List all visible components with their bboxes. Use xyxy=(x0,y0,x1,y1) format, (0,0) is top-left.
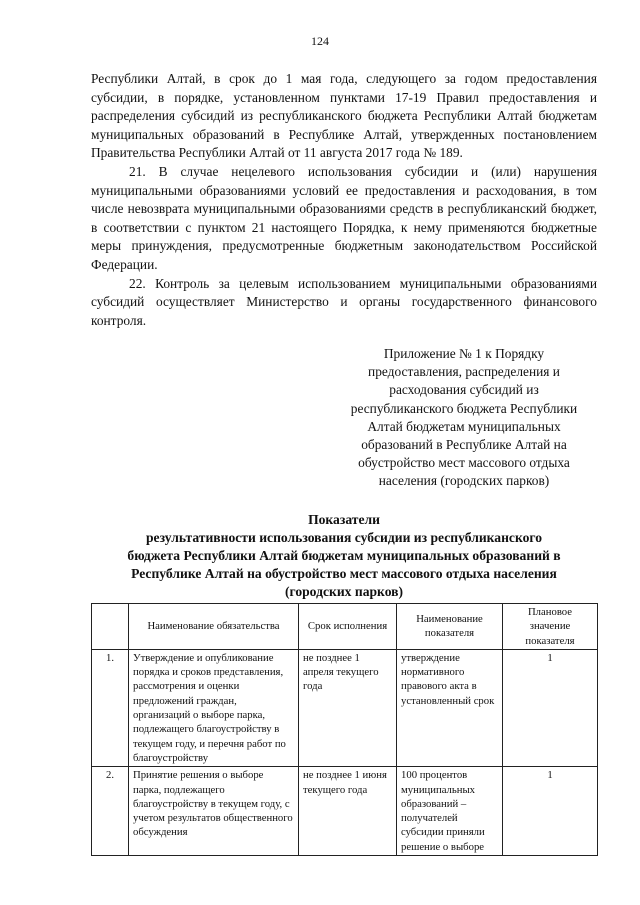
heading-line: бюджета Республики Алтай бюджетам муниципальных образований в xyxy=(127,548,561,563)
header-indicator: Наименование показателя xyxy=(397,604,503,650)
header-number xyxy=(92,604,129,650)
heading-line: результативности использования субсидии из республиканского xyxy=(145,530,543,545)
heading-line: Республике Алтай на обустройство мест массового отдыха населения xyxy=(131,566,557,581)
paragraph-22: 22. Контроль за целевым использованием муниципальными образованиями субсидий осуществляет Министерство и органы государственного финансового контроля. xyxy=(91,275,597,328)
document-heading xyxy=(91,511,597,601)
cell-obligation: Принятие решения о выборе парка, подлежащего благоустройству в текущем году, с учетом результатов общественного обсуждения xyxy=(129,767,299,856)
cell-number: 2. xyxy=(92,767,129,856)
table-row xyxy=(92,649,598,766)
heading-line: Показатели xyxy=(308,512,380,527)
cell-indicator: утверждение нормативного правового акта в установленный срок xyxy=(397,649,503,766)
indicators-table xyxy=(91,603,598,856)
appendix-note-line: расходования субсидий из xyxy=(389,382,539,398)
cell-number: 1. xyxy=(92,649,129,766)
paragraph-21: 21. В случае нецелевого использования субсидии и (или) нарушения муниципальными образованиями условий ее предоставления и расходования, в том числе невозврата муниципальными образованиями средств в республиканский бюджет, в соответствии с пунктом 21 настоящего Порядка, к нему применяются бюджетные меры принуждения, предусмотренные бюджетным законодательством Российской Федерации. xyxy=(91,163,597,272)
appendix-note-line: обустройство мест массового отдыха xyxy=(358,455,570,471)
header-obligation: Наименование обязательства xyxy=(129,604,299,650)
appendix-note-line: предоставления, распределения и xyxy=(368,364,560,380)
table-row xyxy=(92,767,598,856)
paragraph-continuation: Республики Алтай, в срок до 1 мая года, следующего за годом предоставления субсидии, в порядке, установленном пунктами 17-19 Правил предоставления и распределения субсидий из республиканского бюджета Республики Алтай бюджетам муниципальных образований в Республике Алтай, утвержденных постановлением Правительства Республики Алтай от 11 августа 2017 года № 189. xyxy=(91,71,597,161)
appendix-note-line: населения (городских парков) xyxy=(378,473,550,489)
cell-deadline: не позднее 1 июня текущего года xyxy=(299,767,397,856)
cell-deadline: не позднее 1 апреля текущего года xyxy=(299,649,397,766)
appendix-note-line: Алтай бюджетам муниципальных xyxy=(367,418,561,434)
appendix-note-line: образований в Республике Алтай на xyxy=(361,437,567,453)
body-text xyxy=(91,70,597,330)
appendix-note-line: Приложение № 1 к Порядку xyxy=(383,346,545,361)
page-number: 124 xyxy=(311,34,329,48)
cell-planned-value: 1 xyxy=(503,649,598,766)
header-deadline: Срок исполнения xyxy=(299,604,397,650)
cell-obligation: Утверждение и опубликование порядка и сроков представления, рассмотрения и оценки предложений граждан, организаций о выборе парка, подлежащего благоустройству в текущем году, и перечня работ по благоустройству xyxy=(129,649,299,766)
cell-indicator: 100 процентов муниципальных образований – получателей субсидии приняли решение о выборе xyxy=(397,767,503,856)
appendix-note xyxy=(336,345,592,491)
header-planned-value: Плановое значение показателя xyxy=(503,604,598,650)
heading-line: (городских парков) xyxy=(284,584,404,599)
cell-planned-value: 1 xyxy=(503,767,598,856)
table-header-row xyxy=(92,604,598,650)
appendix-note-line: республиканского бюджета Республики xyxy=(350,400,578,416)
